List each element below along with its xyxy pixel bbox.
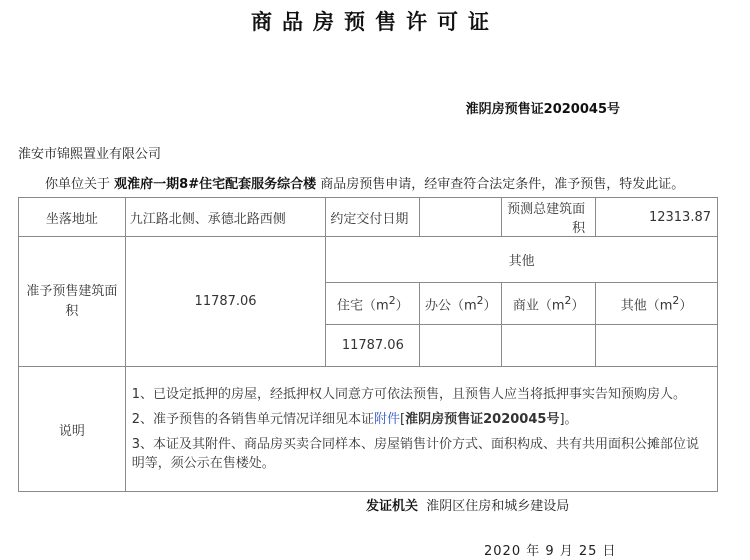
permit-table [18, 197, 718, 492]
issuer-value: 淮阴区住房和城乡建设局 [426, 499, 570, 514]
company-name: 淮安市锦熙置业有限公司 [18, 147, 162, 162]
intro-suffix: 商品房预售申请，经审查符合法定条件，准予预售，特发此证。 [320, 177, 685, 192]
document-title: 商品房预售许可证 [251, 10, 499, 34]
location-label: 坐落地址 [19, 198, 126, 237]
delivery-value [420, 198, 502, 237]
intro-prefix: 你单位关于 [45, 177, 111, 192]
residential-value: 11787.06 [326, 325, 420, 367]
commercial-value [502, 325, 596, 367]
total-area-value: 12313.87 [596, 198, 718, 237]
note-3: 3、本证及其附件、商品房买卖合同样本、房屋销售计价方式、面积构成、共有共用面积公摊部位说明等，须公示在售楼处。 [131, 437, 700, 471]
col-office: 办公$(m^2)$ [420, 283, 502, 325]
other-header: 其他 [326, 237, 718, 283]
project-name: 观淮府一期8#住宅配套服务综合楼 [114, 177, 317, 192]
note-2: 2、准予预售的各销售单元情况详细见本证附件[淮阴房预售证2020045号]。 [131, 412, 578, 427]
notes-content [125, 367, 717, 492]
attachment-link[interactable]: 附件 [374, 412, 401, 427]
total-area-label: 预测总建筑面积 [502, 198, 596, 237]
notes-label: 说明 [19, 367, 126, 492]
col-other: 其他$(m^2)$ [596, 283, 718, 325]
other-value [596, 325, 718, 367]
issuer-label: 发证机关 [366, 499, 419, 514]
issue-date: 2020 年 9 月 25 日 [484, 544, 617, 559]
col-commercial: 商业$(m^2)$ [502, 283, 596, 325]
certificate-number: 淮阴房预售证2020045号 [465, 102, 620, 117]
approved-area-value: 11787.06 [125, 237, 326, 367]
delivery-label: 约定交付日期 [326, 198, 420, 237]
note-2-cert-number: 淮阴房预售证2020045号 [405, 412, 560, 427]
col-residential: 住宅$(m^2)$ [326, 283, 420, 325]
note-1: 1、已设定抵押的房屋，经抵押权人同意方可依法预售，且预售人应当将抵押事实告知预购房人。 [131, 387, 687, 402]
intro-sentence [45, 173, 684, 192]
office-value [420, 325, 502, 367]
issuer [366, 495, 569, 514]
approved-area-label: 准予预售建筑面积 [19, 237, 126, 367]
location-value: 九江路北侧、承德北路西侧 [125, 198, 326, 237]
